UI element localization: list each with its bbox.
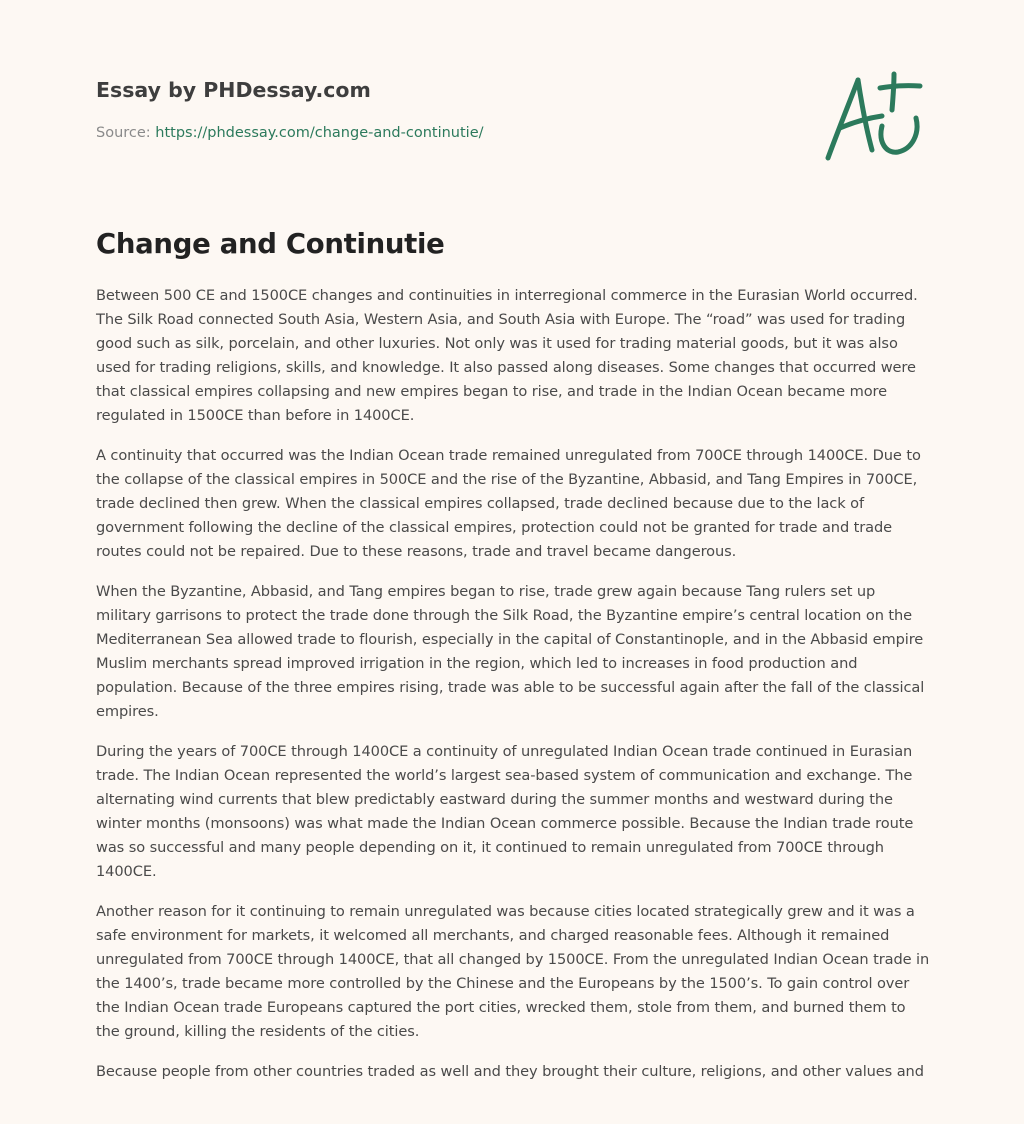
essay-paragraph: During the years of 700CE through 1400CE a continuity of unregulated Indian Ocean trade continued in Eurasian trade. The Indian Ocean represented the world’s largest sea-based system of communication and exchange. The alternating wind currents that blew predictably eastward during the summer months and westward during the winter months (monsoons) was what made the Indian Ocean commerce possible. Because the Indian trade route was so successful and many people depending on it, it continued to remain unregulated from 700CE through 1400CE. <box>96 743 914 880</box>
essay-paragraph: When the Byzantine, Abbasid, and Tang empires began to rise, trade grew again because Tang rulers set up military garrisons to protect the trade done through the Silk Road, the Byzantine empire’s central location on the Mediterranean Sea allowed trade to flourish, especially in the capital of Constantinople, and in the Abbasid empire Muslim merchants spread improved irrigation in the region, which led to increases in food production and population. Because of the three empires rising, trade was able to be successful again after the fall of the classical empires. <box>96 583 925 720</box>
source-line <box>96 123 696 143</box>
essay-paragraph: Between 500 CE and 1500CE changes and continuities in interregional commerce in the Eurasian World occurred. The Silk Road connected South Asia, Western Asia, and South Asia with Europe. The “road” was used for trading good such as silk, porcelain, and other luxuries. Not only was it used for trading material goods, but it was also used for trading religions, skills, and knowledge. It also passed along diseases. Some changes that occurred were that classical empires collapsing and new empires began to rise, and trade in the Indian Ocean became more regulated in 1500CE than before in 1400CE. <box>96 287 918 424</box>
source-link[interactable]: https://phdessay.com/change-and-continutie/ <box>155 125 484 141</box>
source-label: Source: <box>96 125 156 141</box>
essay-header <box>96 76 696 143</box>
essay-paragraph: Because people from other countries traded as well and they brought their culture, religions, and other values and <box>96 1063 924 1080</box>
essay-paragraph: Another reason for it continuing to remain unregulated was because cities located strategically grew and it was a safe environment for markets, it welcomed all merchants, and charged reasonable fees. Although it remained unregulated from 700CE through 1400CE, that all changed by 1500CE. From the unregulated Indian Ocean trade in the 1400’s, trade became more controlled by the Chinese and the Europeans by the 1500’s. To gain control over the Indian Ocean trade Europeans captured the port cities, wrecked them, stole from them, and burned them to the ground, killing the residents of the cities. <box>96 903 930 1040</box>
essay-body <box>96 284 932 1100</box>
a-plus-logo <box>820 66 930 166</box>
essay-title: Change and Continutie <box>96 228 445 260</box>
essay-paragraph: A continuity that occurred was the Indian Ocean trade remained unregulated from 700CE through 1400CE. Due to the collapse of the classical empires in 500CE and the rise of the Byzantine, Abbasid, and Tang Empires in 700CE, trade declined then grew. When the classical empires collapsed, trade declined because due to the lack of government following the decline of the classical empires, protection could not be granted for trade and trade routes could not be repaired. Due to these reasons, trade and travel became dangerous. <box>96 447 921 560</box>
site-brand: Essay by PHDessay.com <box>96 78 371 102</box>
